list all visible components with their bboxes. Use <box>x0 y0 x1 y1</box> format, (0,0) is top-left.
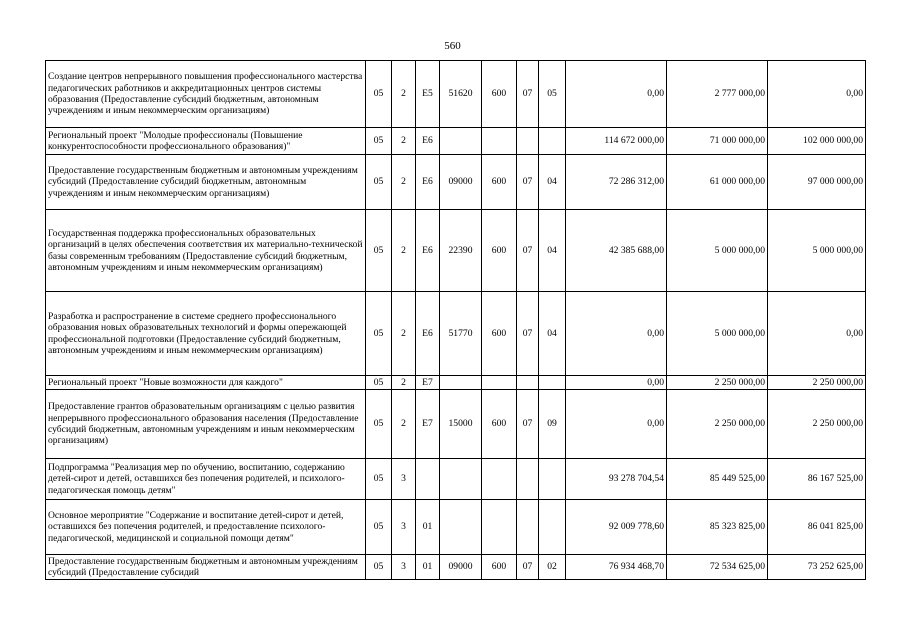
code-cell-1: 05 <box>366 390 392 459</box>
table-row <box>46 128 866 155</box>
code-cell-1: 05 <box>366 128 392 155</box>
table-row <box>46 210 866 292</box>
amount-cell-3: 97 000 000,00 <box>768 155 866 210</box>
code-cell-2: 2 <box>392 292 416 376</box>
code-cell-5: 600 <box>482 61 517 128</box>
amount-cell-1: 76 934 468,70 <box>566 555 667 580</box>
code-cell-3 <box>416 459 440 500</box>
code-cell-3: E5 <box>416 61 440 128</box>
code-cell-4: 51770 <box>440 292 482 376</box>
code-cell-4 <box>440 376 482 390</box>
code-cell-4: 51620 <box>440 61 482 128</box>
code-cell-3: 01 <box>416 500 440 555</box>
code-cell-3: E6 <box>416 210 440 292</box>
amount-cell-3: 102 000 000,00 <box>768 128 866 155</box>
row-description: Разработка и распространение в системе среднего профессионального образования новых образовательных технологий и формы опережающей профессиональной подготовки (Предоставление субсидий бюджетным, автономным учреждениям и иным некоммерческим организациям) <box>46 292 366 376</box>
amount-cell-1: 92 009 778,60 <box>566 500 667 555</box>
amount-cell-2: 2 250 000,00 <box>667 390 768 459</box>
code-cell-1: 05 <box>366 500 392 555</box>
code-cell-7 <box>539 128 566 155</box>
table-row <box>46 376 866 390</box>
code-cell-3: 01 <box>416 555 440 580</box>
table-row <box>46 500 866 555</box>
amount-cell-2: 61 000 000,00 <box>667 155 768 210</box>
row-description: Государственная поддержка профессиональных образовательных организаций в целях обеспечения соответствия их материально-технической базы современным требованиям (Предоставление субсидий бюджетным, автономным учреждениям и иным некоммерческим организациям) <box>46 210 366 292</box>
row-description: Предоставление государственным бюджетным и автономным учреждениям субсидий (Предоставление субсидий бюджетным, автономным учреждениям и иным некоммерческим организациям) <box>46 155 366 210</box>
code-cell-2: 2 <box>392 155 416 210</box>
code-cell-5: 600 <box>482 210 517 292</box>
amount-cell-1: 42 385 688,00 <box>566 210 667 292</box>
table-row <box>46 390 866 459</box>
code-cell-7: 04 <box>539 292 566 376</box>
code-cell-7: 09 <box>539 390 566 459</box>
code-cell-2: 2 <box>392 376 416 390</box>
code-cell-5: 600 <box>482 390 517 459</box>
code-cell-2: 2 <box>392 61 416 128</box>
code-cell-7 <box>539 459 566 500</box>
table-row <box>46 155 866 210</box>
code-cell-6 <box>517 500 539 555</box>
code-cell-6 <box>517 459 539 500</box>
code-cell-5 <box>482 128 517 155</box>
code-cell-6 <box>517 128 539 155</box>
amount-cell-2: 85 449 525,00 <box>667 459 768 500</box>
amount-cell-3: 0,00 <box>768 61 866 128</box>
amount-cell-3: 5 000 000,00 <box>768 210 866 292</box>
row-description: Основное мероприятие "Содержание и воспитание детей-сирот и детей, оставшихся без попечения родителей, и предоставление психолого-педагогической, медицинской и социальной помощи детям" <box>46 500 366 555</box>
code-cell-1: 05 <box>366 376 392 390</box>
row-description: Создание центров непрерывного повышения профессионального мастерства педагогических работников и аккредитационных центров системы образования (Предоставление субсидий бюджетным, автономным учреждениям и иным некоммерческим организациям) <box>46 61 366 128</box>
code-cell-4: 15000 <box>440 390 482 459</box>
code-cell-3: E6 <box>416 292 440 376</box>
amount-cell-3: 2 250 000,00 <box>768 390 866 459</box>
table-row <box>46 555 866 580</box>
row-description: Подпрограмма "Реализация мер по обучению, воспитанию, содержанию детей-сирот и детей, оставшихся без попечения родителей, и психолого-педагогическая помощь детям" <box>46 459 366 500</box>
code-cell-6: 07 <box>517 61 539 128</box>
code-cell-5 <box>482 376 517 390</box>
code-cell-1: 05 <box>366 292 392 376</box>
code-cell-4 <box>440 459 482 500</box>
code-cell-1: 05 <box>366 459 392 500</box>
amount-cell-3: 73 252 625,00 <box>768 555 866 580</box>
code-cell-5 <box>482 500 517 555</box>
code-cell-4 <box>440 500 482 555</box>
code-cell-6: 07 <box>517 292 539 376</box>
code-cell-7 <box>539 376 566 390</box>
code-cell-5 <box>482 459 517 500</box>
code-cell-2: 2 <box>392 390 416 459</box>
amount-cell-1: 93 278 704,54 <box>566 459 667 500</box>
amount-cell-3: 2 250 000,00 <box>768 376 866 390</box>
code-cell-5: 600 <box>482 292 517 376</box>
code-cell-7 <box>539 500 566 555</box>
code-cell-6: 07 <box>517 390 539 459</box>
code-cell-4: 09000 <box>440 555 482 580</box>
amount-cell-1: 0,00 <box>566 376 667 390</box>
code-cell-6: 07 <box>517 210 539 292</box>
code-cell-1: 05 <box>366 555 392 580</box>
row-description: Предоставление государственным бюджетным и автономным учреждениям субсидий (Предоставление субсидий <box>46 555 366 580</box>
table-row <box>46 459 866 500</box>
code-cell-3: E7 <box>416 390 440 459</box>
row-description: Предоставление грантов образовательным организациям с целью развития непрерывного профессионального образования населения (Предоставление субсидий бюджетным, автономным учреждениям и иным некоммерческим организациям) <box>46 390 366 459</box>
code-cell-4: 09000 <box>440 155 482 210</box>
amount-cell-3: 0,00 <box>768 292 866 376</box>
amount-cell-2: 5 000 000,00 <box>667 292 768 376</box>
amount-cell-1: 72 286 312,00 <box>566 155 667 210</box>
code-cell-6: 07 <box>517 155 539 210</box>
code-cell-2: 3 <box>392 459 416 500</box>
code-cell-2: 3 <box>392 555 416 580</box>
row-description: Региональный проект "Молодые профессионалы (Повышение конкурентоспособности профессионального образования)" <box>46 128 366 155</box>
budget-table <box>45 60 866 580</box>
code-cell-2: 2 <box>392 210 416 292</box>
code-cell-7: 04 <box>539 155 566 210</box>
code-cell-4: 22390 <box>440 210 482 292</box>
amount-cell-3: 86 041 825,00 <box>768 500 866 555</box>
amount-cell-2: 72 534 625,00 <box>667 555 768 580</box>
code-cell-5: 600 <box>482 555 517 580</box>
code-cell-3: E6 <box>416 128 440 155</box>
code-cell-5: 600 <box>482 155 517 210</box>
code-cell-1: 05 <box>366 155 392 210</box>
amount-cell-3: 86 167 525,00 <box>768 459 866 500</box>
code-cell-6 <box>517 376 539 390</box>
code-cell-7: 04 <box>539 210 566 292</box>
amount-cell-2: 5 000 000,00 <box>667 210 768 292</box>
amount-cell-1: 0,00 <box>566 292 667 376</box>
code-cell-4 <box>440 128 482 155</box>
amount-cell-2: 2 250 000,00 <box>667 376 768 390</box>
amount-cell-2: 71 000 000,00 <box>667 128 768 155</box>
amount-cell-2: 2 777 000,00 <box>667 61 768 128</box>
code-cell-2: 3 <box>392 500 416 555</box>
code-cell-1: 05 <box>366 210 392 292</box>
code-cell-6: 07 <box>517 555 539 580</box>
code-cell-3: E6 <box>416 155 440 210</box>
amount-cell-2: 85 323 825,00 <box>667 500 768 555</box>
row-description: Региональный проект "Новые возможности для каждого" <box>46 376 366 390</box>
code-cell-1: 05 <box>366 61 392 128</box>
code-cell-3: E7 <box>416 376 440 390</box>
code-cell-2: 2 <box>392 128 416 155</box>
amount-cell-1: 114 672 000,00 <box>566 128 667 155</box>
page-number: 560 <box>444 40 461 52</box>
table-row <box>46 61 866 128</box>
code-cell-7: 02 <box>539 555 566 580</box>
amount-cell-1: 0,00 <box>566 61 667 128</box>
code-cell-7: 05 <box>539 61 566 128</box>
amount-cell-1: 0,00 <box>566 390 667 459</box>
table-row <box>46 292 866 376</box>
